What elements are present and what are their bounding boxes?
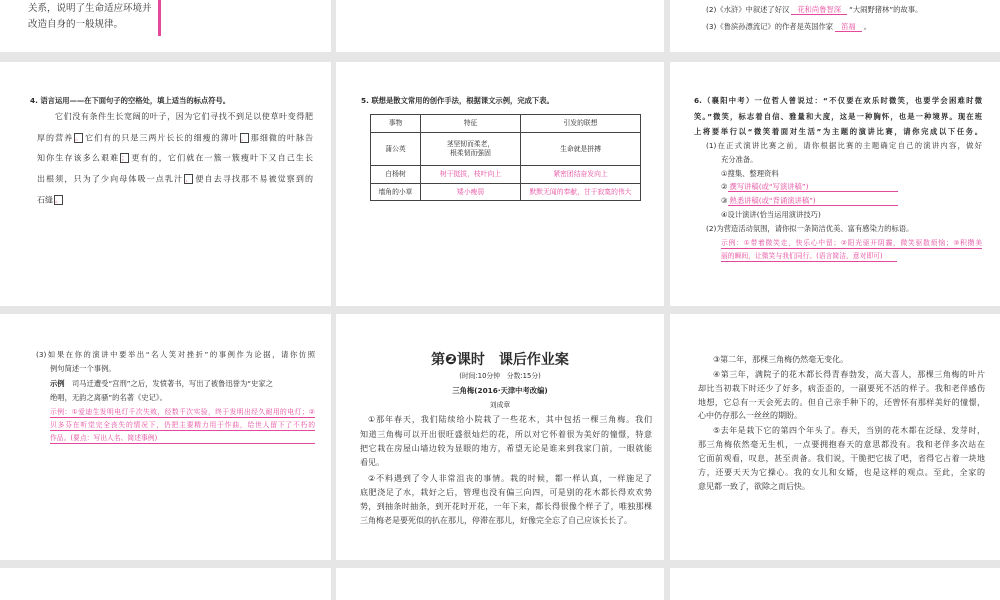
slide-thumbnail-c3[interactable] <box>670 314 1000 560</box>
paragraph-line: ②不料遇到了令人非常沮丧的事情。栽的时候，都一样认真，一样施足了 <box>368 474 652 483</box>
answer-line: 贝多芬在听觉完全丧失的情况下，仍把主要精力用于作曲，给世人留下了不朽的 <box>50 421 315 429</box>
sub-question: 例句简述一个事例。 <box>50 364 116 373</box>
paragraph-line: ⑤去年是栽下它的第四个年头了。春天，当别的花木都在泛绿、发芽时， <box>713 426 985 435</box>
slide-thumbnail-b2[interactable] <box>336 62 664 306</box>
question-line <box>706 5 922 15</box>
text-segment: 便自去寻找那不易被觉察到的 <box>194 174 314 184</box>
paragraph-line <box>37 174 313 185</box>
accent-bar <box>158 0 161 36</box>
paragraph-line: 方，还要天天为它操心。我的女儿和女婿，也是这样的观点。至此，全家的 <box>698 468 985 477</box>
question-prefix: (2)《水浒》中叙述了好汉 <box>706 5 790 14</box>
table-header-row <box>371 115 641 133</box>
paragraph-line <box>37 153 313 164</box>
text-segment: 知你生存该多么艰难 <box>37 153 120 163</box>
text-segment: 厚的营养 <box>37 133 74 143</box>
step-number: ④ <box>721 210 728 219</box>
example-line: 绝唱，无韵之离骚”的名著《史记》。 <box>50 393 167 402</box>
column-header: 引发的联想 <box>521 115 641 133</box>
column-header: 特征 <box>421 115 521 133</box>
paragraph-line <box>37 133 313 144</box>
association-cell: 紧密团结奋发向上 <box>521 166 641 184</box>
punctuation-blank: ， <box>240 134 248 142</box>
feature-cell <box>421 133 521 166</box>
paragraph-line: 它们没有条件生长宽阔的叶子，因为它们寻找不到足以使草叶变得肥 <box>55 112 313 121</box>
question-suffix: 。 <box>863 22 871 31</box>
question-title: 笑。”微笑，标志着自信、雅量和大度，这是一种胸怀，也是一种境界。现在班 <box>694 112 982 121</box>
paragraph-line: 却比当初栽下时还少了好多，病歪歪的，一副要死不活的样子。我和老伴感伤 <box>698 384 985 393</box>
punctuation-blank: ， <box>185 175 193 183</box>
sub-question: (1)在正式演讲比赛之前，请你根据比赛的主题确定自己的演讲内容，做好 <box>706 141 982 150</box>
table-row <box>371 184 641 201</box>
step-number: ① <box>721 169 728 178</box>
question-suffix: “大闹野猪林”的故事。 <box>849 5 923 14</box>
text-line: 改造自身的一般规律。 <box>28 19 124 30</box>
example-line <box>50 379 315 389</box>
slide-thumbnail-a1[interactable] <box>0 0 331 52</box>
punctuation-blank: 。 <box>75 134 83 142</box>
text-segment: 出根须，只为了少向母体吸一点乳汁 <box>37 174 184 184</box>
example-text: 司马迁遭受“宫刑”之后，发愤著书，写出了被鲁迅誉为“史家之 <box>71 379 273 388</box>
text-segment: 它们有的只是三两片长长的细瘦的薄叶 <box>84 133 239 143</box>
paragraph-line: 把它栽在房屋山墙边较为显眼的地方，希望无论是谁来到我家门前，一眼就能 <box>360 444 652 453</box>
text-segment: 更有的，它们就在一簇一簇瘦叶下又自己生长 <box>130 153 314 163</box>
paragraph-line: 心中仍存那么一丝丝的期盼。 <box>698 411 802 420</box>
column-header: 事物 <box>371 115 421 133</box>
slide-thumbnail-b1[interactable] <box>0 62 331 306</box>
question-title: 6.（襄阳中考）一位哲人曾说过：“不仅要在欢乐时微笑，也要学会困难时微 <box>694 96 982 105</box>
example-label: 示例 <box>50 379 65 388</box>
step-item <box>721 196 898 206</box>
slide-thumbnail-d1[interactable] <box>0 568 331 600</box>
answer-blank: 花和尚鲁智深 <box>791 5 847 15</box>
feature-cell: 矮小瘦弱 <box>421 184 521 201</box>
punctuation-blank: 。 <box>55 196 62 204</box>
slide-thumbnail-c1[interactable] <box>0 314 331 560</box>
table-row <box>371 133 641 166</box>
association-cell: 生命就是拼搏 <box>521 133 641 166</box>
paragraph-line: ①那年春天，我们陆续给小院栽了一些花木，其中包括一棵三角梅。我们 <box>368 415 652 424</box>
paragraph-line: 那三角梅依然毫无生机，一点要拥抱春天的意思都没有。我和老伴多次站在 <box>698 440 985 449</box>
article-title: 三角梅(2016·天津中考改编) <box>452 386 548 395</box>
text-line: 关系，说明了生命适应环境并 <box>28 3 152 14</box>
association-table <box>370 114 641 201</box>
paragraph-line: 三角梅老是要死似的扒在那儿，停滞在那儿，好像完全忘了自己应该长长了。 <box>360 516 632 525</box>
sub-question: (3)如果在你的演讲中要举出“名人笑对挫折”的事例作为论据，请你仿照 <box>36 350 315 359</box>
step-number: ③ <box>721 196 728 205</box>
slide-thumbnail-d2[interactable] <box>336 568 664 600</box>
paragraph-line: ④第三年，满院子的花木都长得青春勃发，高大喜人，那棵三角梅的叶片 <box>713 370 985 379</box>
step-item <box>721 169 779 179</box>
sub-question: (2)为营造活动氛围，请你拟一条简洁优美、富有感染力的标语。 <box>706 224 914 233</box>
paragraph-line <box>37 195 64 206</box>
association-cell: 默默无闻的奉献，甘于寂寞的伟大 <box>521 184 641 201</box>
paragraph-line: ③第二年，那棵三角梅仍然毫无变化。 <box>713 355 849 364</box>
paragraph-line: 看见。 <box>360 458 384 467</box>
step-item <box>721 210 821 220</box>
question-title: 上将要举行以“微笑着面对生活”为主题的演讲比赛，请你完成以下任务。 <box>694 127 982 136</box>
slide-thumbnail-a2[interactable] <box>336 0 664 52</box>
slide-thumbnail-d3[interactable] <box>670 568 1000 600</box>
paragraph-line: 它面前观看，叹息，甚至责备。我们说，干脆把它拔了吧，省得它占着一块地 <box>698 454 985 463</box>
step-answer: 撰写讲稿(或“写演讲稿”) <box>728 182 898 192</box>
step-text: 搜集、整理资料 <box>727 169 779 178</box>
article-author: 刘成章 <box>489 401 511 409</box>
paragraph-line: 知道三角梅可以开出很旺盛很灿烂的花，所以对它怀着很为美好的憧憬，特意 <box>360 430 652 439</box>
time-score-info: (时间:10分钟 分数:15分) <box>459 372 541 380</box>
table-row <box>371 166 641 184</box>
sub-question: 充分准备。 <box>721 155 758 164</box>
paragraph-line: 势，到抽条时抽条，到开花时开花，一年下来，都长得很像个样子了，唯独那棵 <box>360 502 652 511</box>
answer-line: 示例：①爱迪生发明电灯千次失败，经数千次实验，终于发明出经久耐用的电灯；② <box>50 408 315 416</box>
text-segment: 那细微的叶脉告 <box>249 133 314 143</box>
lesson-title: 第❷课时 课后作业案 <box>431 352 569 368</box>
item-cell: 墙角的小草 <box>371 184 421 201</box>
slide-thumbnail-a3[interactable] <box>670 0 1000 52</box>
item-cell: 蒲公英 <box>371 133 421 166</box>
answer-blank: 笛福 <box>835 22 862 32</box>
question-prefix: (3)《鲁滨孙漂流记》的作者是英国作家 <box>706 22 834 31</box>
answer-line: 示例：①带着微笑走，快乐心中留；②阳光驱开阴霾，微笑驱散烦恼；③积攒美 <box>721 239 982 247</box>
slide-thumbnail-c2[interactable] <box>336 314 664 560</box>
question-title: 4. 语言运用——在下面句子的空格处，填上适当的标点符号。 <box>30 96 231 105</box>
step-number: ② <box>721 182 728 191</box>
step-text: 设计演讲(恰当运用演讲技巧) <box>727 210 821 219</box>
answer-line: 作品。(要点：写出人名、简述事例) <box>50 433 315 444</box>
slide-thumbnail-b3[interactable] <box>670 62 1000 306</box>
answer-line: 丽的瞬间，让微笑与我们同行。(语言简洁，意对即可) <box>721 251 897 262</box>
feature-cell: 树干挺拔，枝叶向上 <box>421 166 521 184</box>
feature-line: 根柔韧而强固 <box>450 149 491 157</box>
step-answer: 熟悉讲稿(或“背诵演讲稿”) <box>728 196 898 206</box>
paragraph-line: 意见都一致了，欲除之而后快。 <box>698 482 810 491</box>
step-item <box>721 182 898 192</box>
paragraph-line: 地想，它总有一天会死去的。但自己亲手种下的，还曾怀有那样美好的憧憬， <box>698 398 985 407</box>
question-line <box>706 22 871 32</box>
feature-line: 茎坚韧而柔老， <box>446 140 495 148</box>
item-cell: 白杨树 <box>371 166 421 184</box>
question-title: 5. 联想是散文常用的创作手法，根据课文示例，完成下表。 <box>361 96 554 105</box>
text-segment: 石缝 <box>37 195 53 205</box>
punctuation-blank: ； <box>121 154 129 162</box>
paragraph-line: 底肥浇足了水，栽好之后，管理也没有偏三向四，可是别的花木都长得欢欢势 <box>360 488 652 497</box>
